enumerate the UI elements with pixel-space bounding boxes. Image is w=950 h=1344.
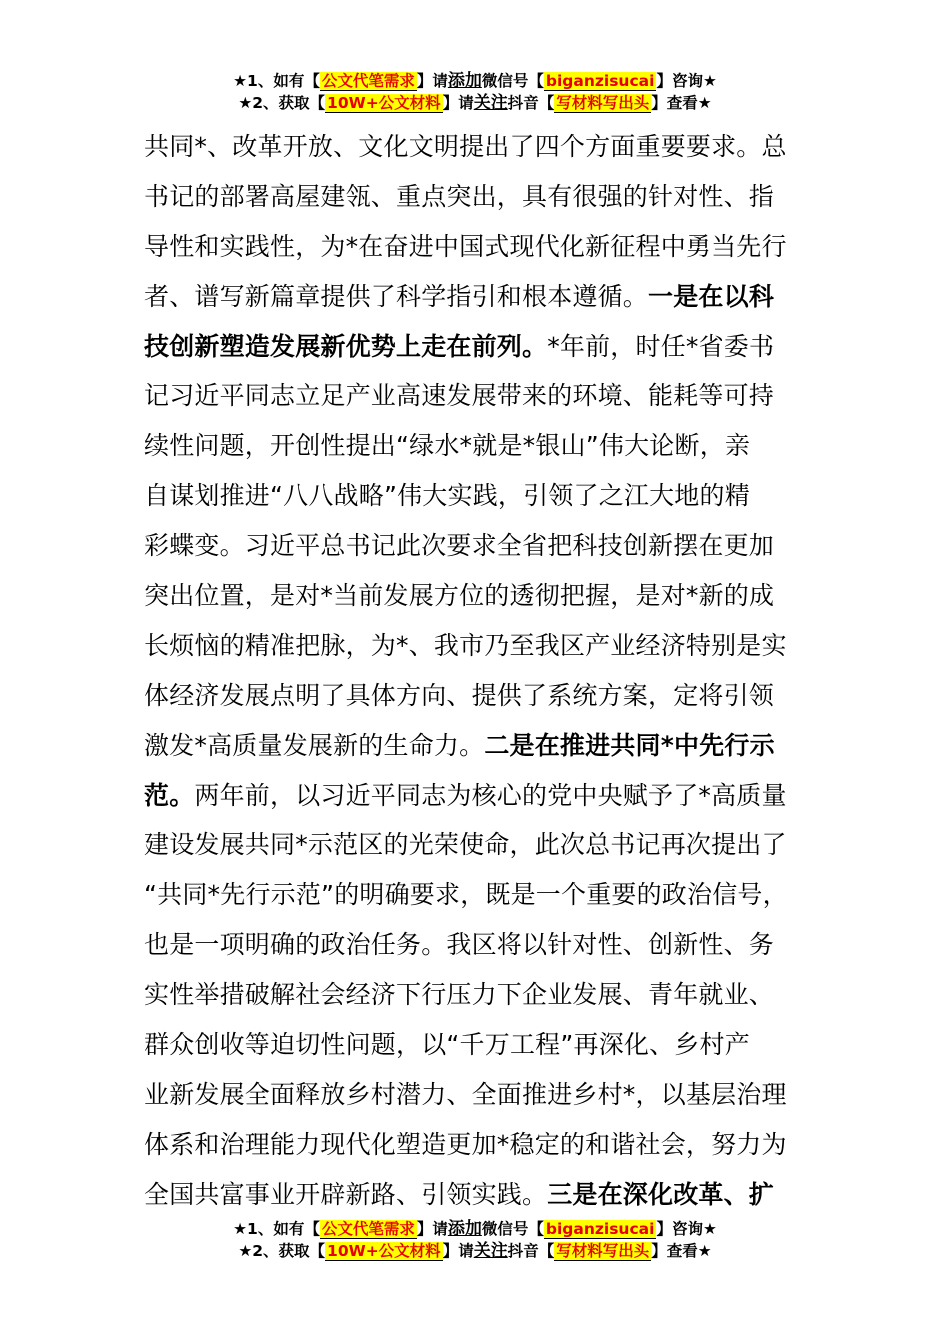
footer-banner	[0, 1218, 950, 1262]
text-line: 记习近平同志立足产业高速发展带来的环境、能耗等可持	[144, 381, 775, 411]
text-line: 实性举措破解社会经济下行压力下企业发展、青年就业、	[144, 980, 775, 1010]
highlight-wechat-id: biganzisucai	[545, 1220, 655, 1238]
text-run: 者、谱写新篇章提供了科学指引和根本遵循。	[144, 281, 649, 311]
text-line: 续性问题，开创性提出“绿水*就是*银山”伟大论断，亲	[144, 431, 751, 461]
highlight-service: 公文代笔需求	[321, 1220, 415, 1238]
banner-text: ★2、获取【	[238, 94, 326, 112]
banner-text: 】请	[416, 1220, 448, 1238]
highlight-materials: 10W+公文材料	[327, 94, 441, 112]
highlight-materials: 10W+公文材料	[327, 1242, 441, 1260]
text-line: 也是一项明确的政治任务。我区将以针对性、创新性、务	[144, 930, 775, 960]
bold-heading-1-cont: 技创新塑造发展新优势上走在前列。	[144, 331, 548, 361]
underlined-text: 关注	[473, 1241, 508, 1261]
text-line	[144, 771, 844, 821]
underlined-text: 关注	[473, 93, 508, 113]
text-line: 自谋划推进“八八战略”伟大实践，引领了之江大地的精	[144, 481, 750, 511]
banner-text: 】请	[416, 72, 448, 90]
banner-text: 微信号【	[481, 1220, 544, 1238]
text-line: 共同*、改革开放、文化文明提出了四个方面重要要求。总	[144, 132, 787, 161]
highlight-douyin-account: 写材料写出头	[556, 1242, 650, 1260]
banner-text: 】请	[442, 94, 474, 112]
text-line	[144, 721, 844, 771]
banner-text: 】咨询★	[656, 1220, 717, 1238]
banner-text: 】咨询★	[656, 72, 717, 90]
text-line: 建设发展共同*示范区的光荣使命，此次总书记再次提出了	[144, 830, 787, 860]
banner-text: ★2、获取【	[238, 1242, 326, 1260]
text-line: 体经济发展点明了具体方向、提供了系统方案，定将引领	[144, 680, 775, 710]
bold-heading-2-cont: 范。	[144, 780, 195, 810]
banner-line-1	[0, 1218, 950, 1240]
banner-line-2	[0, 1240, 950, 1262]
banner-text: 抖音【	[507, 1242, 555, 1260]
text-run: *年前，时任*省委书	[547, 331, 775, 361]
banner-text: 】查看★	[651, 94, 712, 112]
text-line: 导性和实践性，为*在奋进中国式现代化新征程中勇当先行	[144, 231, 787, 261]
text-line: 群众创收等迫切性问题，以“千万工程”再深化、乡村产	[144, 1030, 750, 1060]
text-run: 激发*高质量发展新的生命力。	[144, 730, 485, 760]
banner-text: 】查看★	[651, 1242, 712, 1260]
banner-text: 抖音【	[507, 94, 555, 112]
text-line	[144, 1170, 844, 1220]
highlight-wechat-id: biganzisucai	[545, 72, 655, 90]
text-line: 彩蝶变。习近平总书记此次要求全省把科技创新摆在更加	[144, 531, 775, 561]
bold-heading-1: 一是在以科	[648, 281, 775, 311]
bold-heading-2: 二是在推进共同*中先行示	[484, 730, 775, 760]
highlight-douyin-account: 写材料写出头	[556, 94, 650, 112]
banner-text: ★1、如有【	[233, 1220, 320, 1238]
document-body	[144, 122, 844, 1220]
text-line: 突出位置，是对*当前发展方位的透彻把握，是对*新的成	[144, 581, 775, 611]
header-banner	[0, 70, 950, 114]
text-line: “共同*先行示范”的明确要求，既是一个重要的政治信号，	[144, 880, 788, 910]
text-line: 长烦恼的精准把脉，为*、我市乃至我区产业经济特别是实	[144, 630, 787, 660]
text-line: 业新发展全面释放乡村潜力、全面推进乡村*，以基层治理	[144, 1079, 787, 1109]
text-run: 两年前，以习近平同志为核心的党中央赋予了*高质量	[194, 780, 787, 810]
banner-text: 微信号【	[481, 72, 544, 90]
banner-line-1	[0, 70, 950, 92]
bold-heading-3: 三是在深化改革、扩	[547, 1179, 775, 1209]
banner-text: ★1、如有【	[233, 72, 320, 90]
text-line	[144, 322, 844, 372]
highlight-service: 公文代笔需求	[321, 72, 415, 90]
underlined-text: 添加	[447, 1219, 482, 1239]
text-line: 书记的部署高屋建瓴、重点突出，具有很强的针对性、指	[144, 181, 775, 211]
banner-line-2	[0, 92, 950, 114]
text-line: 体系和治理能力现代化塑造更加*稳定的和谐社会，努力为	[144, 1129, 787, 1159]
underlined-text: 添加	[447, 71, 482, 91]
banner-text: 】请	[442, 1242, 474, 1260]
text-run: 全国共富事业开辟新路、引领实践。	[144, 1179, 548, 1209]
text-line	[144, 272, 844, 322]
